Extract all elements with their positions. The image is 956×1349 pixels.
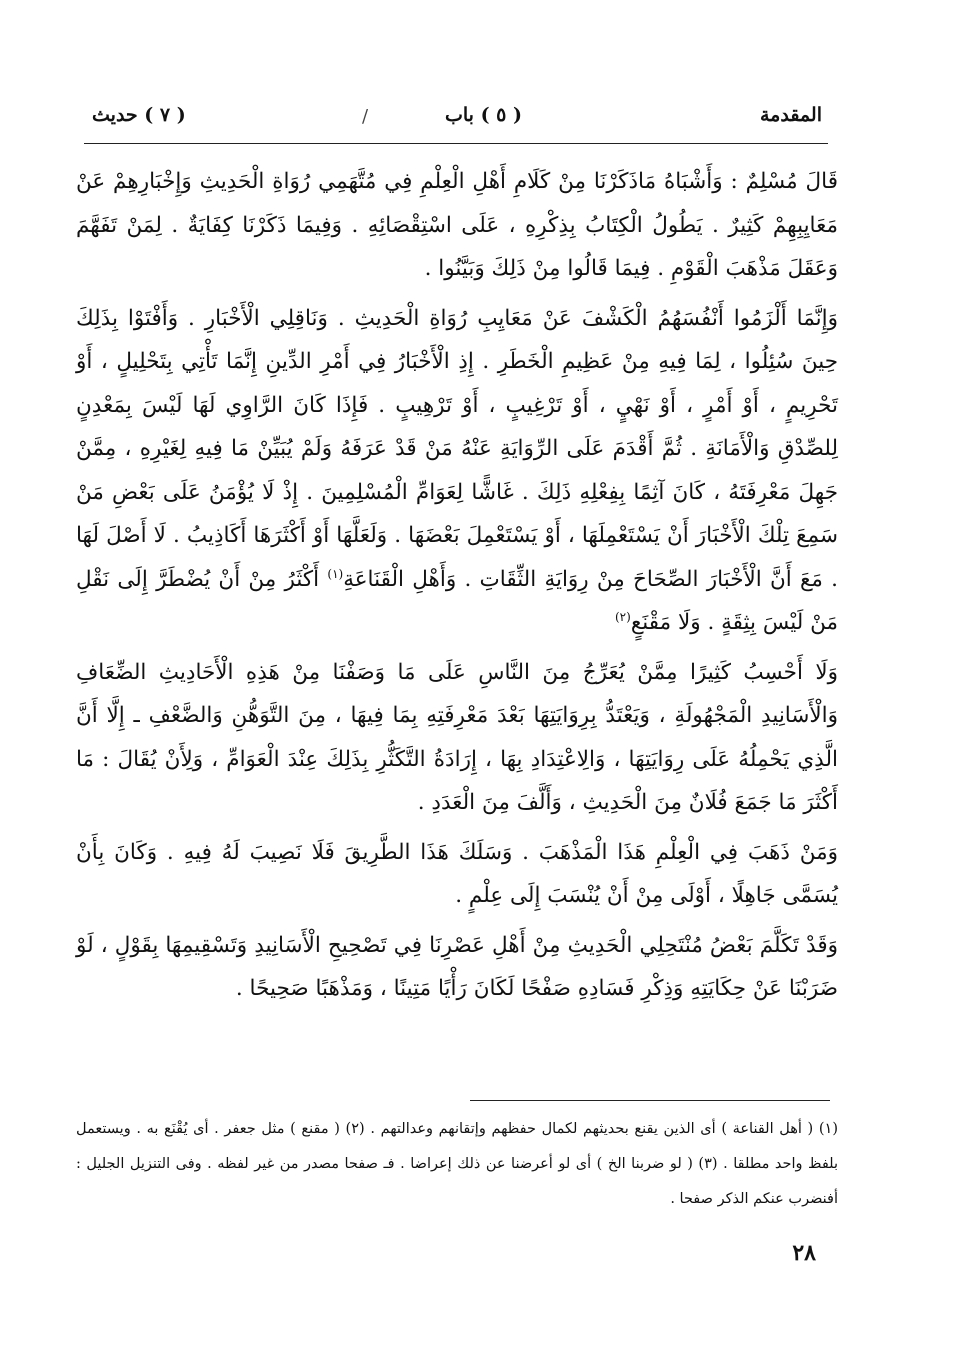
header-chapter: ( ٥ ) باب	[444, 104, 522, 126]
paragraph-1: قَالَ مُسْلِمٌ : وَأَشْبَاهُ مَاذَكَرْنَا مِنْ كَلَامِ أَهْلِ الْعِلْمِ فِي مُتَّهَمِي رُوَاةِ الْحَدِيثِ وَإِخْبَارِهِمْ عَنْ مَعَايِبِهِمْ كَثِيرٌ . يَطُولُ الْكِتَابُ بِذِكْرِهِ ، عَلَى اسْتِقْصَائِهِ . وَفِيمَا ذَكَرْنَا كِفَايَةٌ . لِمَنْ تَفَهَّمَ وَعَقَلَ مَذْهَبَ الْقَوْمِ . فِيمَا قَالُوا مِنْ ذَلِكَ وَبَيَّنُوا .	[76, 169, 838, 281]
main-text	[76, 160, 838, 1017]
header-rule	[84, 143, 828, 144]
footnotes	[76, 1112, 838, 1217]
running-header	[92, 104, 822, 138]
footnote-text: (١) ( أهل القناعة ) أى الذين يقنع بحديثهم لكمال حفظهم وإتقانهم وعدالتهم . (٢) ( مقنع ) مثل جعفر . أى يُقْنَع به . ويستعمل بلفظ واحد مطلقا . (٣) ( لو ضربنا الخ ) أى لو أعرضنا عن ذلك إعراضا . فـ صفحا مصدر من غير لفظه . وفى التنزيل الجليل : أفنضرب عنكم الذكر صفحا .	[76, 1121, 838, 1207]
footnote-rule	[470, 1100, 830, 1101]
paragraph-5: وَقَدْ تَكَلَّمَ بَعْضُ مُنْتَحِلِي الْحَدِيثِ مِنْ أَهْلِ عَصْرِنَا فِي تَصْحِيحِ الْأَسَانِيدِ وَتَسْقِيمِهَا بِقَوْلٍ ، لَوْ ضَرَبْنَا عَنْ حِكَايَتِهِ وَذِكْرِ فَسَادِهِ صَفْحًا لَكَانَ رَأْيًا مَتِينًا ، وَمَذْهَبًا صَحِيحًا .	[76, 932, 838, 1001]
page-number: ٢٨	[792, 1240, 816, 1266]
header-hadith-number: ( ٧ ) حديث	[92, 104, 186, 126]
paragraph-4: وَمَنْ ذَهَبَ فِي الْعِلْمِ هَذَا الْمَذْهَبَ . وَسَلَكَ هَذَا الطَّرِيقَ فَلَا نَصِيبَ لَهُ فِيهِ . وَكَانَ بِأَنْ يُسَمَّى جَاهِلًا ، أَوْلَى مِنْ أَنْ يُنْسَبَ إِلَى عِلْمٍ .	[76, 839, 838, 908]
paragraph-2: وَإِنَّمَا أَلْزَمُوا أَنْفُسَهُمُ الْكَشْفَ عَنْ مَعَايِبِ رُوَاةِ الْحَدِيثِ . وَنَاقِلِي الْأَخْبَارِ . وَأَفْتَوْا بِذَلِكَ حِينَ سُئِلُوا ، لِمَا فِيهِ مِنْ عَظِيمِ الْخَطَرِ . إِذِ الْأَخْبَارُ فِي أَمْرِ الدِّينِ إِنَّمَا تَأْتِي بِتَحْلِيلٍ ، أَوْ تَحْرِيمٍ ، أَوْ أَمْرٍ ، أَوْ نَهْيٍ ، أَوْ تَرْغِيبٍ ، أَوْ تَرْهِيبٍ . فَإِذَا كَانَ الرَّاوِي لَهَا لَيْسَ بِمَعْدِنٍ لِلصِّدْقِ وَالْأَمَانَةِ . ثُمَّ أَقْدَمَ عَلَى الرِّوَايَةِ عَنْهُ مَنْ قَدْ عَرَفَهُ وَلَمْ يُبَيِّنْ مَا فِيهِ لِغَيْرِهِ ، مِمَّنْ جَهِلَ مَعْرِفَتَهُ ، كَانَ آثِمًا بِفِعْلِهِ ذَلِكَ . غَاشًّا لِعَوَامِّ الْمُسْلِمِينَ . إِذْ لَا يُؤْمَنُ عَلَى بَعْضِ مَنْ سَمِعَ تِلْكَ الْأَخْبَارَ أَنْ يَسْتَعْمِلَهَا ، أَوْ يَسْتَعْمِلَ بَعْضَهَا . وَلَعَلَّهَا أَوْ أَكْثَرَهَا أَكَاذِيبُ . لَا أَصْلَ لَهَا . مَعَ أَنَّ الْأَخْبَارَ الصِّحَاحَ مِنْ رِوَايَةِ الثِّقَاتِ . وَأَهْلِ الْقَنَاعَةِ$^{(١)}$ أَكْثَرُ مِنْ أَنْ يُضْطَرَّ إِلَى نَقْلِ مَنْ لَيْسَ بِثِقَةٍ . وَلَا مَقْنَعٍ$^{(٢)}$	[76, 305, 838, 635]
footnote-marker-1: (١)	[327, 566, 344, 581]
header-mark: /	[362, 106, 369, 127]
header-section-title: المقدمة	[759, 104, 822, 126]
footnote-marker-2: (٢)	[614, 609, 631, 624]
paragraph-3: وَلَا أَحْسِبُ كَثِيرًا مِمَّنْ يُعَرِّجُ مِنَ النَّاسِ عَلَى مَا وَصَفْنَا مِنْ هَذِهِ الْأَحَادِيثِ الضِّعَافِ وَالْأَسَانِيدِ الْمَجْهُولَةِ ، وَيَعْتَدُّ بِرِوَايَتِهَا بَعْدَ مَعْرِفَتِهِ بِمَا فِيهَا ، مِنَ التَّوَهُّنِ وَالضَّعْفِ ـ إِلَّا أَنَّ الَّذِي يَحْمِلُهُ عَلَى رِوَايَتِهَا ، وَالِاعْتِدَادِ بِهَا ، إِرَادَةُ التَّكَثُّرِ بِذَلِكَ عِنْدَ الْعَوَامِّ ، وَلِأَنْ يُقَالَ : مَا أَكْثَرَ مَا جَمَعَ فُلَانٌ مِنَ الْحَدِيثِ ، وَأَلَّفَ مِنَ الْعَدَدِ .	[76, 659, 838, 815]
